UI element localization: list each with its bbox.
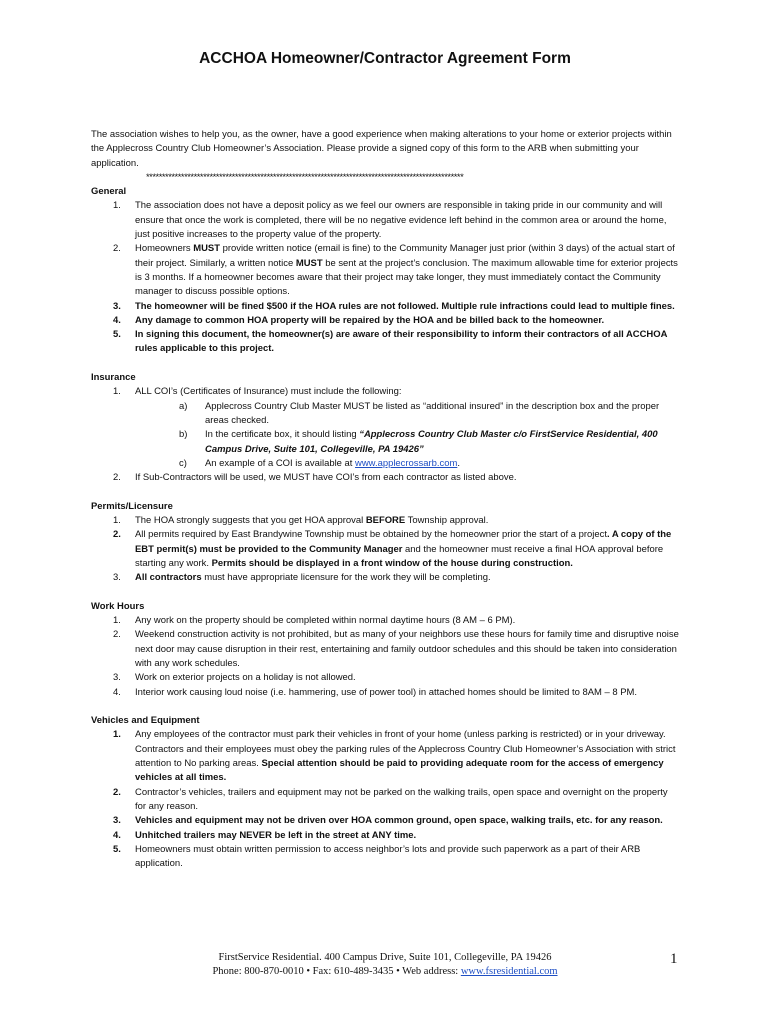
subitem-bold-address: “Applecross Country Club Master c/o FirstService Residential, 400 Campus Drive, Suite 101, Collegeville, PA 19426”	[205, 429, 658, 455]
permits-item-3	[91, 571, 681, 585]
item-text: Unhitched trailers may NEVER be left in the street at ANY time.	[135, 829, 417, 841]
item-number: 1.	[113, 200, 121, 212]
page-footer	[0, 951, 770, 979]
applecrossarb-link[interactable]: www.applecrossarb.com	[355, 457, 458, 469]
insurance-subitem-a	[91, 400, 681, 429]
item-number: 2.	[113, 243, 121, 255]
section-heading-insurance: Insurance	[91, 372, 136, 384]
insurance-sublist	[91, 400, 681, 471]
insurance-subitem-b	[91, 428, 681, 457]
item-number: 5.	[113, 843, 121, 855]
item-text: ALL COI’s (Certificates of Insurance) must include the following:	[135, 386, 402, 398]
item-bold-text: MUST	[193, 243, 220, 255]
permits-item-2	[91, 528, 681, 571]
work-hours-item-1	[91, 614, 681, 628]
footer-contact	[0, 965, 770, 979]
item-number: 4.	[113, 829, 121, 841]
item-text: must have appropriate licensure for the work they will be completing.	[201, 572, 491, 584]
work-hours-item-3	[91, 671, 681, 685]
item-text: The HOA strongly suggests that you get HOA approval	[135, 515, 366, 527]
item-number: 1.	[113, 386, 121, 398]
item-number: 2.	[113, 529, 121, 541]
item-number: 1.	[113, 615, 121, 627]
item-text: Interior work causing loud noise (i.e. hammering, use of power tool) in attached homes should be limited to 8AM – 8 PM.	[135, 686, 638, 698]
item-number: 4.	[113, 686, 121, 698]
subitem-text: Applecross Country Club Master MUST be listed as “additional insured” in the description box and the proper areas checked.	[205, 400, 660, 426]
subitem-text: .	[457, 457, 460, 469]
section-heading-work-hours: Work Hours	[91, 600, 145, 612]
item-number: 3.	[113, 672, 121, 684]
item-number: 4.	[113, 314, 121, 326]
item-text: be sent at the project’s conclusion. The maximum allowable time for exterior projects is 3 months. If a homeowner becomes aware that their project may take longer, they must immediately contact the Community manager to discuss possible options.	[135, 257, 678, 298]
section-heading-vehicles: Vehicles and Equipment	[91, 715, 200, 727]
footer-address: FirstService Residential. 400 Campus Drive, Suite 101, Collegeville, PA 19426	[218, 952, 552, 963]
insurance-list	[91, 385, 681, 399]
intro-paragraph: The association wishes to help you, as the owner, have a good experience when making alterations to your home or exterior projects within the Applecross Country Club Homeowner’s Association. Please provide a signed copy of this form to the ARB when submitting your application.	[91, 129, 672, 169]
item-text: Any employees of the contractor must park their vehicles in front of your home (unless parking is restricted) or in your driveway. Contractors and their employees must obey the parking rules of the Applecross Country Club Homeowner’s Association with strict attention to No parking areas.	[135, 729, 676, 770]
item-text: Any damage to common HOA property will be repaired by the HOA and be billed back to the homeowner.	[135, 314, 605, 326]
subitem-text: In the certificate box, it should listing	[205, 429, 360, 441]
item-number: 2.	[113, 786, 121, 798]
item-bold-text: BEFORE	[365, 515, 406, 527]
item-bold-text: . A copy of the EBT permit(s) must be provided to the Community Manager	[135, 529, 672, 555]
item-text: Homeowners must obtain written permission to access neighbor’s lots and provide such paperwork as a part of their ARB application.	[135, 843, 641, 870]
work-hours-item-2	[91, 628, 681, 671]
vehicles-item-5	[91, 843, 681, 872]
section-heading-general: General	[91, 186, 127, 198]
item-text: Weekend construction activity is not prohibited, but as many of your neighbors use these hours for family time and disruptive noise next door may cause disruption in their rest, entertaining and family outdoor schedules and this should be taken into consideration with any work schedules.	[135, 629, 679, 669]
general-item-2	[91, 242, 681, 299]
general-list	[91, 199, 681, 356]
item-number: 3.	[113, 572, 121, 584]
item-text: and the homeowner must receive a final HOA approval before starting any work.	[135, 543, 664, 569]
insurance-item-2	[91, 471, 681, 485]
section-heading-permits: Permits/Licensure	[91, 500, 173, 512]
item-bold-text: Special attention should be paid to providing adequate room for the access of emergency vehicles at all times.	[135, 758, 664, 784]
item-text: Contractor’s vehicles, trailers and equipment may not be parked on the walking trails, open space and overnight on the property for any reason.	[135, 786, 668, 812]
item-bold-text: All contractors	[135, 572, 202, 584]
vehicles-item-4	[91, 829, 681, 843]
general-item-5	[91, 328, 681, 357]
item-bold-text: Permits should be displayed in a front window of the house during construction.	[211, 557, 573, 569]
item-text: Vehicles and equipment may not be driven over HOA common ground, open space, walking trails, etc. for any reason.	[135, 815, 663, 827]
vehicles-list	[91, 728, 681, 871]
page-number: 1	[670, 951, 678, 967]
document-body	[91, 128, 681, 871]
footer-contact-text: Phone: 800-870-0010 • Fax: 610-489-3435 • Web address:	[212, 966, 461, 977]
item-bold-text: MUST	[295, 257, 323, 269]
item-text: provide written notice (email is fine) to the Community Manager just prior (within 3 days) of the actual start of their project. Similarly, a written notice	[135, 243, 675, 269]
vehicles-item-3	[91, 814, 681, 828]
item-text: Work on exterior projects on a holiday is not allowed.	[135, 672, 356, 684]
separator-stars: ****************************************************************************************************	[146, 171, 464, 183]
item-number: 2.	[113, 629, 121, 641]
item-text: In signing this document, the homeowner(s) are aware of their responsibility to inform their contractors of all ACCHOA rules applicable to this project.	[135, 329, 668, 355]
permits-list	[91, 514, 681, 585]
insurance-subitem-c	[91, 457, 681, 471]
general-item-1	[91, 199, 681, 242]
item-text: Any work on the property should be completed within normal daytime hours (8 AM – 6 PM).	[135, 615, 516, 627]
page-title: ACCHOA Homeowner/Contractor Agreement Form	[199, 50, 571, 67]
fsresidential-link[interactable]: www.fsresidential.com	[460, 966, 558, 977]
item-number: 3.	[113, 815, 121, 827]
permits-item-1	[91, 514, 681, 528]
item-text: Homeowners	[135, 243, 194, 255]
work-hours-list	[91, 614, 681, 700]
subitem-label: a)	[179, 400, 188, 412]
subitem-label: b)	[179, 429, 188, 441]
general-item-3	[91, 300, 681, 314]
vehicles-item-1	[91, 728, 681, 785]
general-item-4	[91, 314, 681, 328]
item-text: If Sub-Contractors will be used, we MUST have COI’s from each contractor as listed above.	[135, 472, 517, 484]
vehicles-item-2	[91, 786, 681, 815]
item-text: The homeowner will be fined $500 if the HOA rules are not followed. Multiple rule infractions could lead to multiple fines.	[135, 300, 675, 312]
insurance-list-2	[91, 471, 681, 485]
item-number: 5.	[113, 329, 121, 341]
subitem-text: An example of a COI is available at	[205, 457, 356, 469]
subitem-label: c)	[179, 457, 187, 469]
item-text: All permits required by East Brandywine Township must be obtained by the homeowner prior the start of a project	[135, 529, 607, 541]
item-number: 3.	[113, 300, 121, 312]
item-number: 1.	[113, 515, 121, 527]
insurance-item-1	[91, 385, 681, 399]
item-text: The association does not have a deposit policy as we feel our owners are responsible in taking pride in our community and will ensure that once the work is completed, there will be no negative evidence left behind in the common area or around the home, just positive increases to the property value of the property.	[135, 200, 667, 241]
item-number: 1.	[113, 729, 121, 741]
item-text: Township approval.	[405, 515, 489, 527]
work-hours-item-4	[91, 686, 681, 700]
item-number: 2.	[113, 472, 121, 484]
